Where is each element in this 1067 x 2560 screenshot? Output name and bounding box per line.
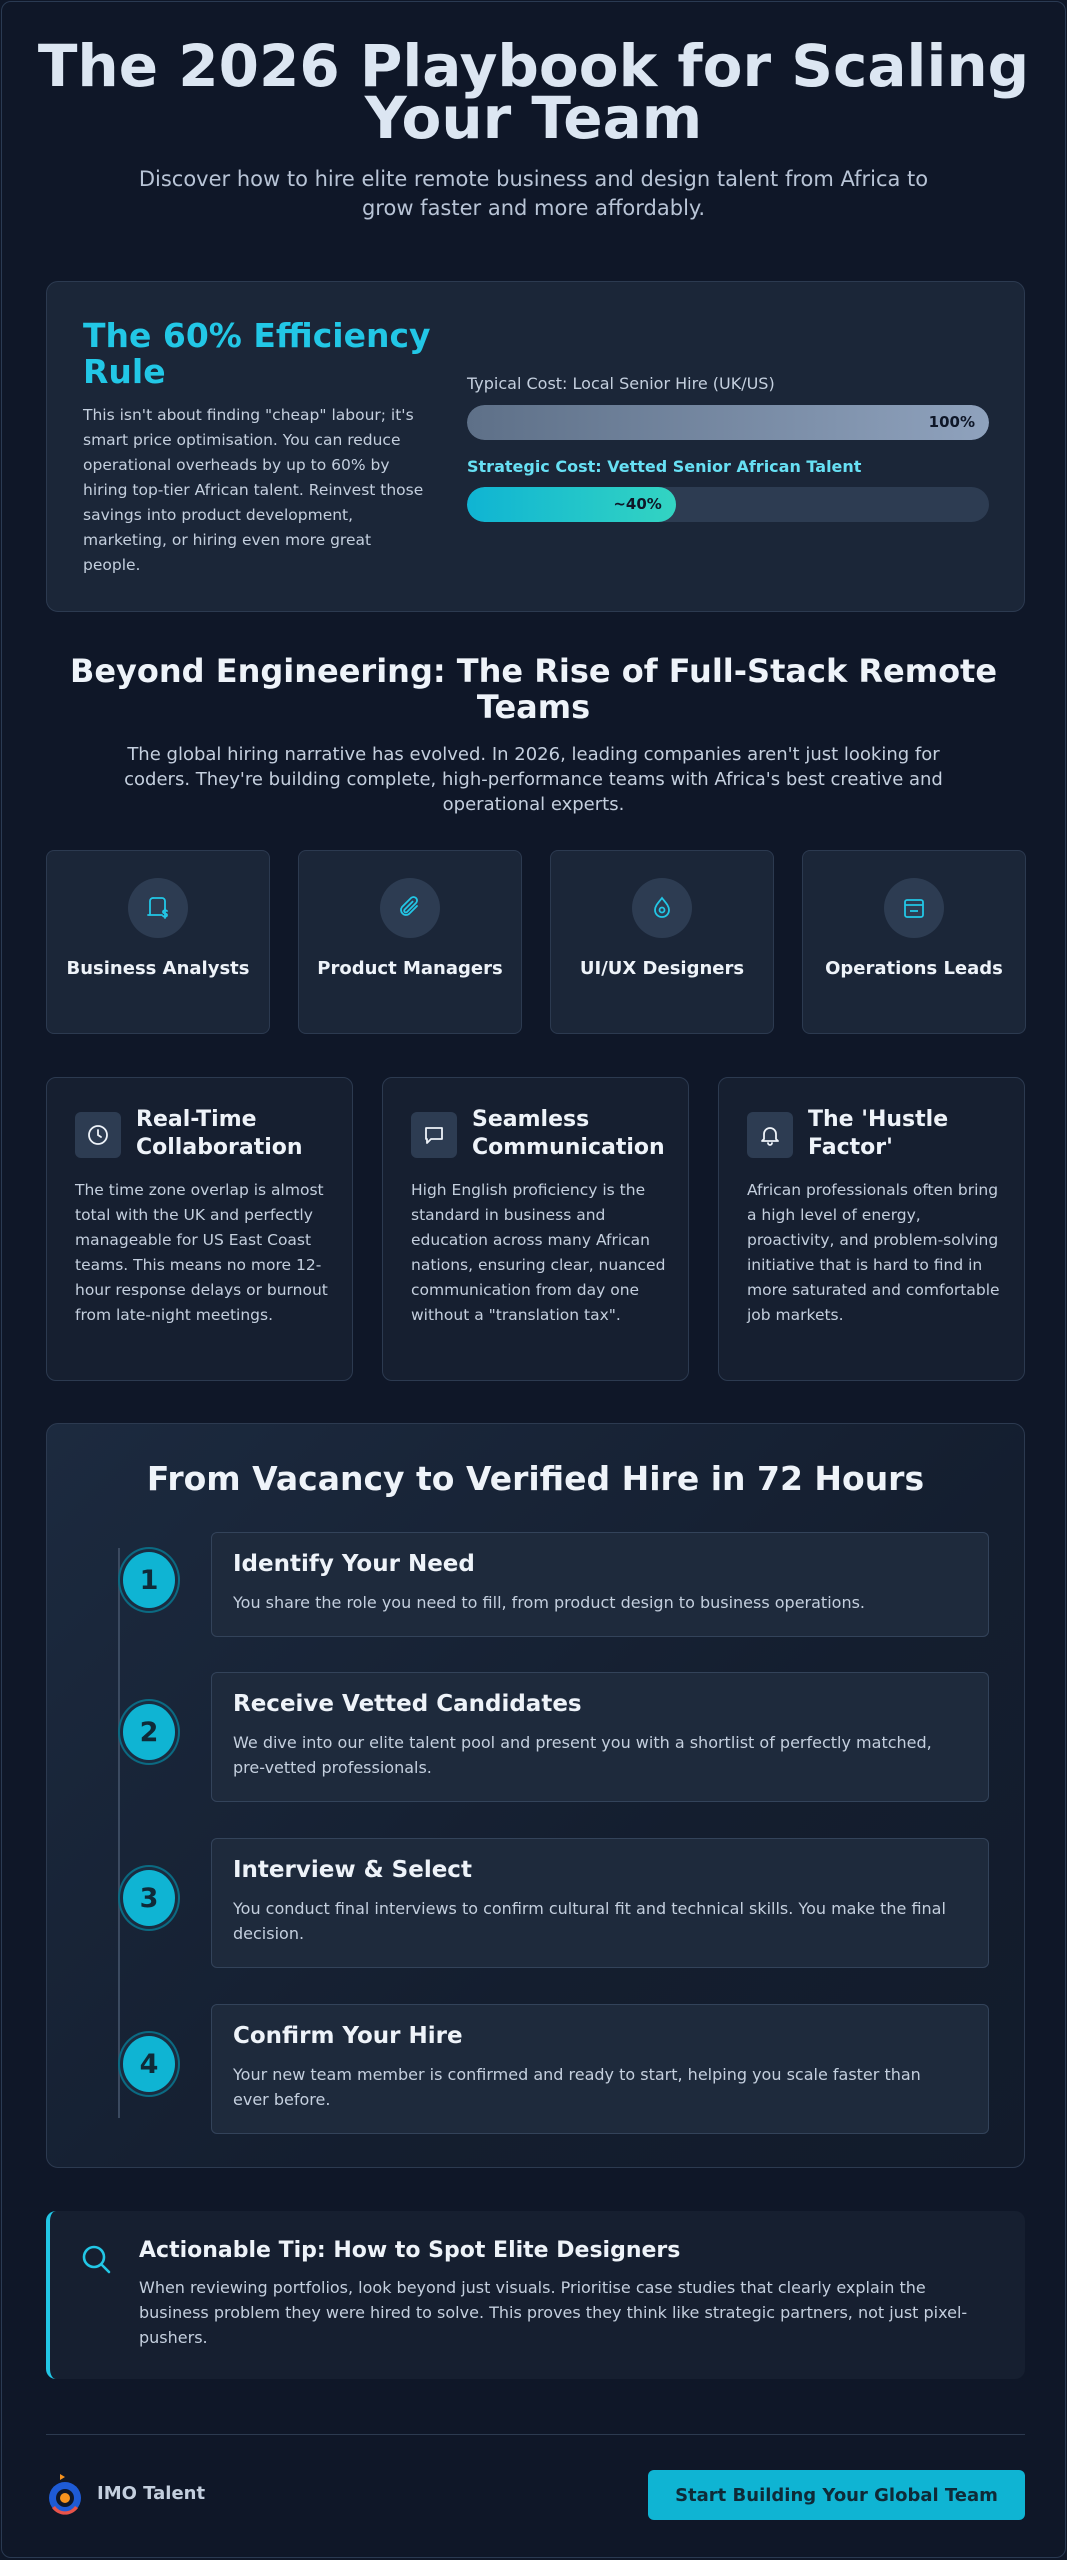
step-card	[211, 1672, 989, 1802]
clock-icon	[75, 1112, 121, 1158]
paperclip-icon	[380, 878, 440, 938]
step-description: You share the role you need to fill, from product design to business operations.	[233, 1593, 865, 1612]
strategic-cost-label: Strategic Cost: Vetted Senior African Talent	[467, 457, 862, 476]
feature-card-hustle	[718, 1077, 1025, 1381]
step-description: We dive into our elite talent pool and present you with a shortlist of perfectly matched, pre-vetted professionals.	[233, 1733, 932, 1777]
step-number: 3	[120, 1867, 178, 1929]
feature-title: Seamless Communication	[472, 1107, 665, 1160]
role-card-business-analysts	[46, 850, 270, 1034]
beyond-subtitle: The global hiring narrative has evolved. In 2026, leading companies aren't just looking for coders. They're building complete, high-performance teams with Africa's best creative and operational experts.	[124, 744, 943, 815]
efficiency-title: The 60% Efficiency Rule	[83, 316, 431, 391]
efficiency-card	[46, 281, 1025, 612]
step-title: Interview & Select	[233, 1857, 472, 1883]
step-description: Your new team member is confirmed and ready to start, helping you scale faster than ever before.	[233, 2065, 921, 2109]
tip-title: Actionable Tip: How to Spot Elite Designers	[139, 2238, 681, 2263]
footer-divider	[46, 2434, 1025, 2435]
feature-body: High English proficiency is the standard in business and education across many African nations, ensuring clear, nuanced communication from day one without a "translation tax".	[411, 1181, 666, 1324]
search-icon	[80, 2243, 114, 2281]
feature-title: The 'Hustle Factor'	[808, 1107, 949, 1160]
bell-icon	[747, 1112, 793, 1158]
step-card	[211, 1532, 989, 1637]
tip-card	[46, 2211, 1025, 2379]
feature-body: The time zone overlap is almost total with the UK and perfectly manageable for US East Coast teams. This means no more 12-hour response delays or burnout from late-night meetings.	[75, 1181, 328, 1324]
chat-icon	[411, 1112, 457, 1158]
scroll-dollar-icon	[128, 878, 188, 938]
brand-name: IMO Talent	[97, 2483, 206, 2504]
efficiency-body: This isn't about finding "cheap" labour; it's smart price optimisation. You can reduce operational overheads by up to 60% by hiring top-tier African talent. Reinvest those savings into product development, marketing, or hiring even more great people.	[83, 406, 424, 574]
typical-cost-fill	[467, 405, 989, 440]
role-card-uiux-designers	[550, 850, 774, 1034]
step-card	[211, 1838, 989, 1968]
step-title: Receive Vetted Candidates	[233, 1691, 582, 1717]
step-number: 4	[120, 2033, 178, 2095]
feature-card-communication	[382, 1077, 689, 1381]
step-number: 1	[120, 1549, 178, 1611]
strategic-cost-bar	[467, 487, 989, 522]
step-title: Confirm Your Hire	[233, 2023, 463, 2049]
start-building-button[interactable]: Start Building Your Global Team	[648, 2470, 1025, 2520]
role-label: Business Analysts	[66, 958, 250, 979]
page-subtitle: Discover how to hire elite remote business and design talent from Africa to grow faster and more affordably.	[138, 167, 929, 220]
brand-logo-icon	[46, 2472, 86, 2520]
tip-body: When reviewing portfolios, look beyond just visuals. Prioritise case studies that clearly explain the business problem they were hired to solve. This proves they think like strategic partners, not just pixel-pushers.	[139, 2278, 968, 2347]
typical-cost-bar	[467, 405, 989, 440]
step-card	[211, 2004, 989, 2134]
page-title: The 2026 Playbook for Scaling Your Team	[37, 32, 1030, 152]
feature-body: African professionals often bring a high level of energy, proactivity, and problem-solving initiative that is hard to find in more saturated and comfortable job markets.	[747, 1181, 1000, 1324]
typical-cost-value: 100%	[928, 413, 975, 431]
infographic-page	[1, 1, 1066, 2558]
process-title: From Vacancy to Verified Hire in 72 Hours	[146, 1459, 925, 1498]
strategic-cost-value: ~40%	[613, 495, 662, 513]
droplet-icon	[632, 878, 692, 938]
role-card-operations-leads	[802, 850, 1026, 1034]
feature-title: Real-Time Collaboration	[136, 1107, 303, 1160]
step-title: Identify Your Need	[233, 1551, 475, 1577]
beyond-title: Beyond Engineering: The Rise of Full-Stack Remote Teams	[69, 652, 998, 726]
calendar-icon	[884, 878, 944, 938]
step-description: You conduct final interviews to confirm cultural fit and technical skills. You make the final decision.	[233, 1899, 946, 1943]
timeline-line	[118, 1548, 120, 2118]
feature-card-real-time	[46, 1077, 353, 1381]
role-label: Operations Leads	[825, 958, 1003, 979]
role-label: Product Managers	[317, 958, 503, 979]
process-card	[46, 1423, 1025, 2168]
step-number: 2	[120, 1701, 178, 1763]
role-card-product-managers	[298, 850, 522, 1034]
strategic-cost-fill	[467, 487, 676, 522]
role-label: UI/UX Designers	[579, 958, 745, 979]
typical-cost-label: Typical Cost: Local Senior Hire (UK/US)	[467, 374, 775, 393]
